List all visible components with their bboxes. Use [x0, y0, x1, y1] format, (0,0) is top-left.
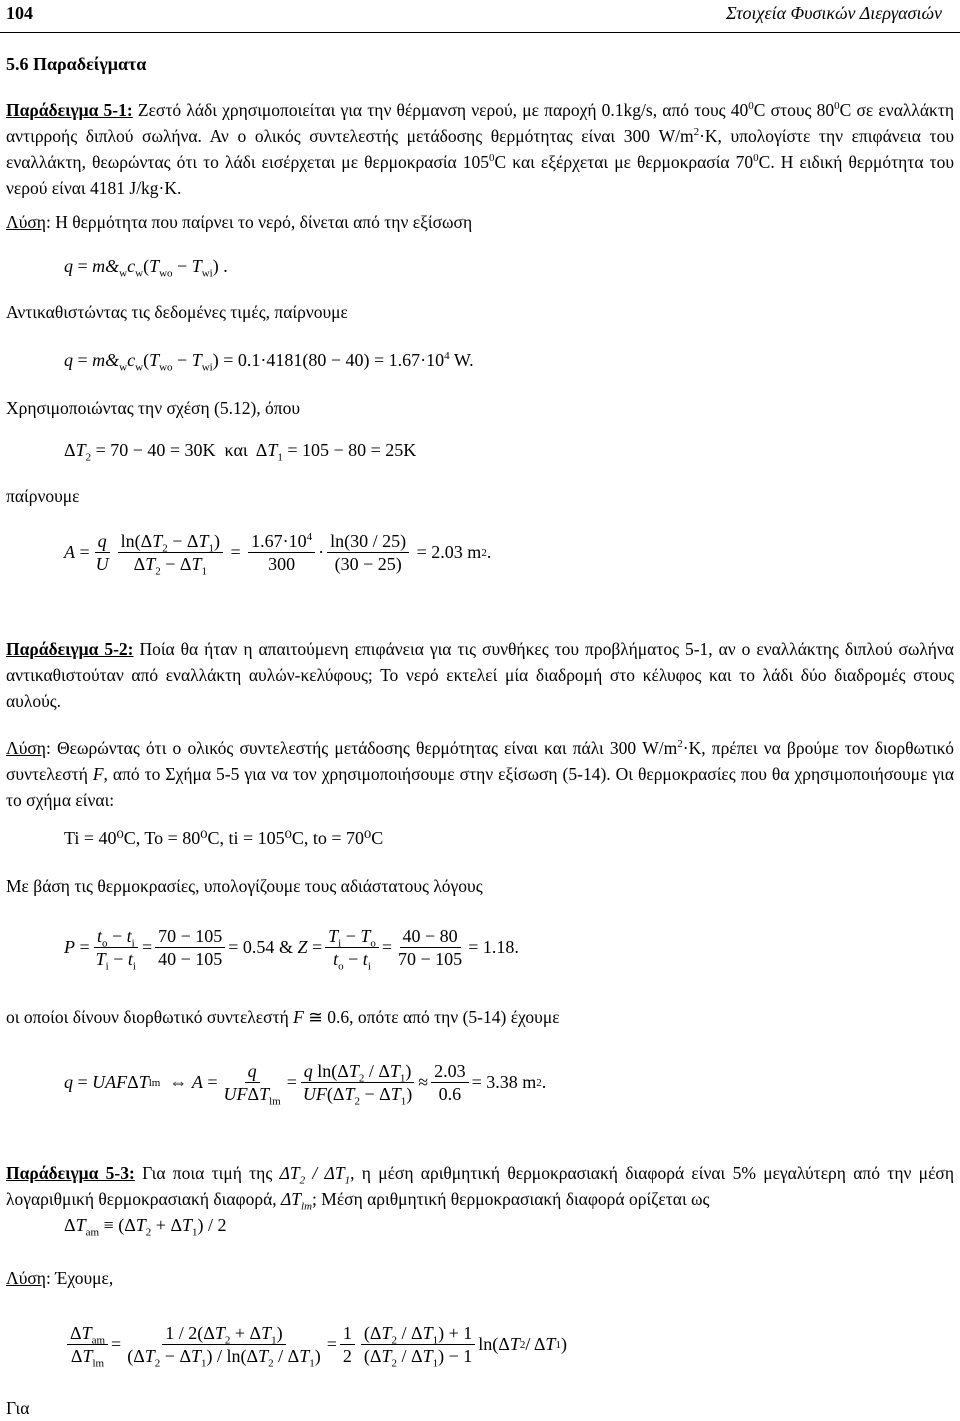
p-den: 40 − 105 — [158, 949, 223, 969]
equation-q-value: $q = m\&_wc_w(T_{wo} - T_{wi}) = 0.1\cdot 4181(80 - 40) = 1.67\cdot 10^4$ W. — [64, 350, 474, 374]
eq-rhs: ) = 0.1·4181(80 − 40) = 1.67·10 — [212, 350, 445, 370]
solution-5-1-intro — [6, 212, 472, 233]
dT1-value: = 105 − 80 = 25K — [287, 440, 417, 460]
example-text: ·K, υπολογίστε την επιφάνεια του εναλλάκτη, θεωρώντας ότι το λάδι εισέρχεται με θερμοκρασία 105 — [6, 126, 954, 172]
example-5-2 — [6, 636, 954, 714]
example-text: ; Μέση αριθμητική θερμοκρασιακή διαφορά ορίζεται ως — [312, 1189, 710, 1209]
sup: 2 — [693, 126, 700, 139]
example-text: C. Η ειδική θερμότητα του νερού είναι 4181 J/kg·K. — [6, 152, 954, 198]
example-text: Ποία θα ήταν η απαιτούμενη επιφάνεια για τις συνθήκες του προβλήματος 5-1, αν ο εναλλάκτης διπλού σωλήνα αντικαθιστούταν από εναλλάκτη αυλών-κελύφους; Το νερό εκτελεί μία διαδρομή στο κέλυφος και το λάδι δύο διαδρομές στους αυλούς. — [6, 639, 954, 711]
z-value: = 1.18. — [468, 937, 519, 957]
f-symbol: F — [293, 1007, 304, 1027]
solution-text: , από το Σχήμα 5-5 για να τον χρησιμοποιήσουμε στην εξίσωση (5-14). Οι θερμοκρασίες που θα χρησιμοποιήσουμε για το σχήμα είναι: — [6, 764, 955, 810]
equation-q: $q = m\&_wc_w(T_{wo} - T_{wi})$ . — [64, 256, 228, 280]
f-value: 0.6 — [327, 1007, 350, 1027]
sup: 4 — [306, 531, 313, 543]
solution-text: : Θεωρώντας ότι ο ολικός συντελεστής μετάδοσης θερμότητας είναι και πάλι 300 W/m — [45, 738, 678, 758]
num-203: 2.03 — [431, 1060, 469, 1083]
z-num: 40 − 80 — [400, 925, 461, 948]
dot: . — [541, 1072, 547, 1092]
a-result: = 2.03 m — [416, 542, 482, 562]
page-number: 104 — [6, 3, 33, 23]
f-symbol: F — [92, 764, 104, 784]
amp: & — [278, 937, 293, 957]
dT2-value: = 70 − 40 = 30K — [95, 440, 216, 460]
p-num: 70 − 105 — [155, 925, 225, 948]
f-after: , οπότε από την (5-14) έχουμε — [349, 1007, 560, 1027]
solution-text: : Έχουμε, — [45, 1268, 114, 1288]
substitution-text: Αντικαθιστώντας τις δεδομένες τιμές, παίρνουμε — [6, 302, 348, 322]
ln-den: (30 − 25) — [334, 554, 402, 574]
example-text: , η μέση αριθμητική θερμοκρασιακή διαφορά είναι 5% μεγαλύτερη από την μέση λογαριθμική θερμοκρασιακή διαφορά, — [6, 1163, 954, 1209]
and-word: και — [224, 440, 248, 460]
a-den: 300 — [268, 554, 296, 574]
solution-label: Λύση — [6, 738, 46, 758]
section-title: 5.6 Παραδείγματα — [6, 54, 147, 74]
example-text: Ζεστό λάδι χρησιμοποιείται για την θέρμανση νερού, με παροχή 0.1kg/s, από τους 40 — [132, 100, 749, 120]
f-line: οι οποίοι δίνουν διορθωτικό συντελεστή F ≅ 0.6, οπότε από την (5-14) έχουμε — [6, 1007, 560, 1027]
example-text: C σε εναλλάκτη αντιρροής διπλού σωλήνα. Αν ο ολικός συντελεστής μετάδοσης θερμότητας είναι 300 W/m — [6, 100, 955, 146]
solution-5-2 — [6, 735, 954, 813]
equation-area: A = $\frac{q}{U}$ $\frac{\ln(\Delta T_2 - \Delta T_1)}{\Delta T_2 - \Delta T_1}$ = $\frac{1.67\cdot 10^4}{300}$ · $\frac{\ln(30 / 25)}{(30 - 25)}$ = 2.03 m 2 . — [64, 531, 492, 578]
ln-num: ln(30 / 25) — [327, 530, 409, 553]
sup: 0 — [834, 100, 840, 113]
example-text: C στους 80 — [753, 100, 835, 120]
equation-ratio: $\frac{\Delta T_{am}}{\Delta T_{lm}}$ = $\frac{1 / 2(\Delta T_2 + \Delta T_1)}{(\Delta T_2 - \Delta T_1) / \ln(\Delta T_2 / \Delta T_1)}$ = $\frac{1}{2}$ $\frac{(\Delta T_2 / \Delta T_1) + 1}{(\Delta T_2 / \Delta T_1) - 1}$ ln(Δ T 2 / Δ T 1 ) — [64, 1322, 567, 1367]
example-label: Παράδειγμα 5-3: — [6, 1163, 135, 1183]
final-area: = 3.38 m — [471, 1072, 537, 1092]
example-5-1 — [6, 97, 954, 201]
example-label: Παράδειγμα 5-1: — [6, 100, 133, 120]
sup: 0 — [748, 100, 754, 113]
eq-unit: W. — [449, 350, 474, 370]
a-num: 1.67·10 — [251, 531, 307, 551]
solution-label: Λύση — [6, 1268, 46, 1288]
using-relation-text: Χρησιμοποιώντας την σχέση (5.12), όπου — [6, 398, 301, 418]
sup: 4 — [444, 350, 450, 362]
solution-text: : Η θερμότητα που παίρνει το νερό, δίνεται από την εξίσωση — [45, 212, 473, 232]
temperatures-line: Ti = 40⁰C, To = 80⁰C, ti = 105⁰C, to = 70⁰C — [64, 828, 384, 848]
dot: . — [486, 542, 492, 562]
equation-area-2: q = UAF Δ T lm ⇔ A = $\frac{q}{UF\Delta T_{lm}}$ = $\frac{q \ln(\Delta T_2 / \Delta T_1)}{UF(\Delta T_2 - \Delta T_1)}$ ≈ $\frac{2.03}{0.6}$ = 3.38 m 2 . — [64, 1061, 547, 1108]
solution-5-3-intro — [6, 1268, 113, 1289]
p-value: = 0.54 — [228, 937, 275, 957]
footer-word: Για — [6, 1398, 30, 1418]
solution-text: ·K, πρέπει να βρούμε τον διορθωτικό συντελεστή — [6, 738, 954, 784]
sup: 0 — [489, 152, 495, 165]
example-label: Παράδειγμα 5-2: — [6, 639, 134, 659]
running-title: Στοιχεία Φυσικών Διεργασιών — [726, 3, 942, 23]
page-header — [0, 0, 960, 33]
example-5-3: Παράδειγμα 5-3: Για ποια τιμή της $\Delta T_2 / \Delta T_1$, η μέση αριθμητική θερμοκρασιακή διαφορά είναι 5% μεγαλύτερη από την μέση λογαριθμική θερμοκρασιακή διαφορά, $\Delta T_{lm}$; Μέση αριθμητική θερμοκρασιακή διαφορά ορίζεται ως — [6, 1163, 954, 1213]
equation-p-z: P = $\frac{t_o - t_i}{T_i - t_i}$ = $\frac{70 - 105}{40 - 105}$ = 0.54 & Z = $\frac{T_i - T_o}{t_o - t_i}$ = $\frac{40 - 80}{70 - 105}$ = 1.18. — [64, 926, 519, 973]
f-intro: οι οποίοι δίνουν διορθωτικό συντελεστή — [6, 1007, 294, 1027]
solution-label: Λύση — [6, 212, 46, 232]
get-text: παίρνουμε — [6, 486, 80, 506]
ratios-intro: Με βάση τις θερμοκρασίες, υπολογίζουμε τους αδιάστατους λόγους — [6, 876, 483, 896]
example-text: Για ποια τιμή της — [134, 1163, 280, 1183]
sup: 0 — [753, 152, 759, 165]
equation-am: $\Delta T_{am} \equiv (\Delta T_2 + \Delta T_1) / 2$ — [64, 1215, 227, 1239]
example-text: C και εξέρχεται με θερμοκρασία 70 — [494, 152, 754, 172]
equation-delta-t: $\Delta T_2 = 70 - 40 = 30K$ και $\Delta T_1 = 105 - 80 = 25K$ — [64, 440, 417, 464]
sup: 2 — [677, 738, 683, 751]
z-den: 70 − 105 — [398, 949, 463, 969]
den-06: 0.6 — [438, 1084, 462, 1104]
